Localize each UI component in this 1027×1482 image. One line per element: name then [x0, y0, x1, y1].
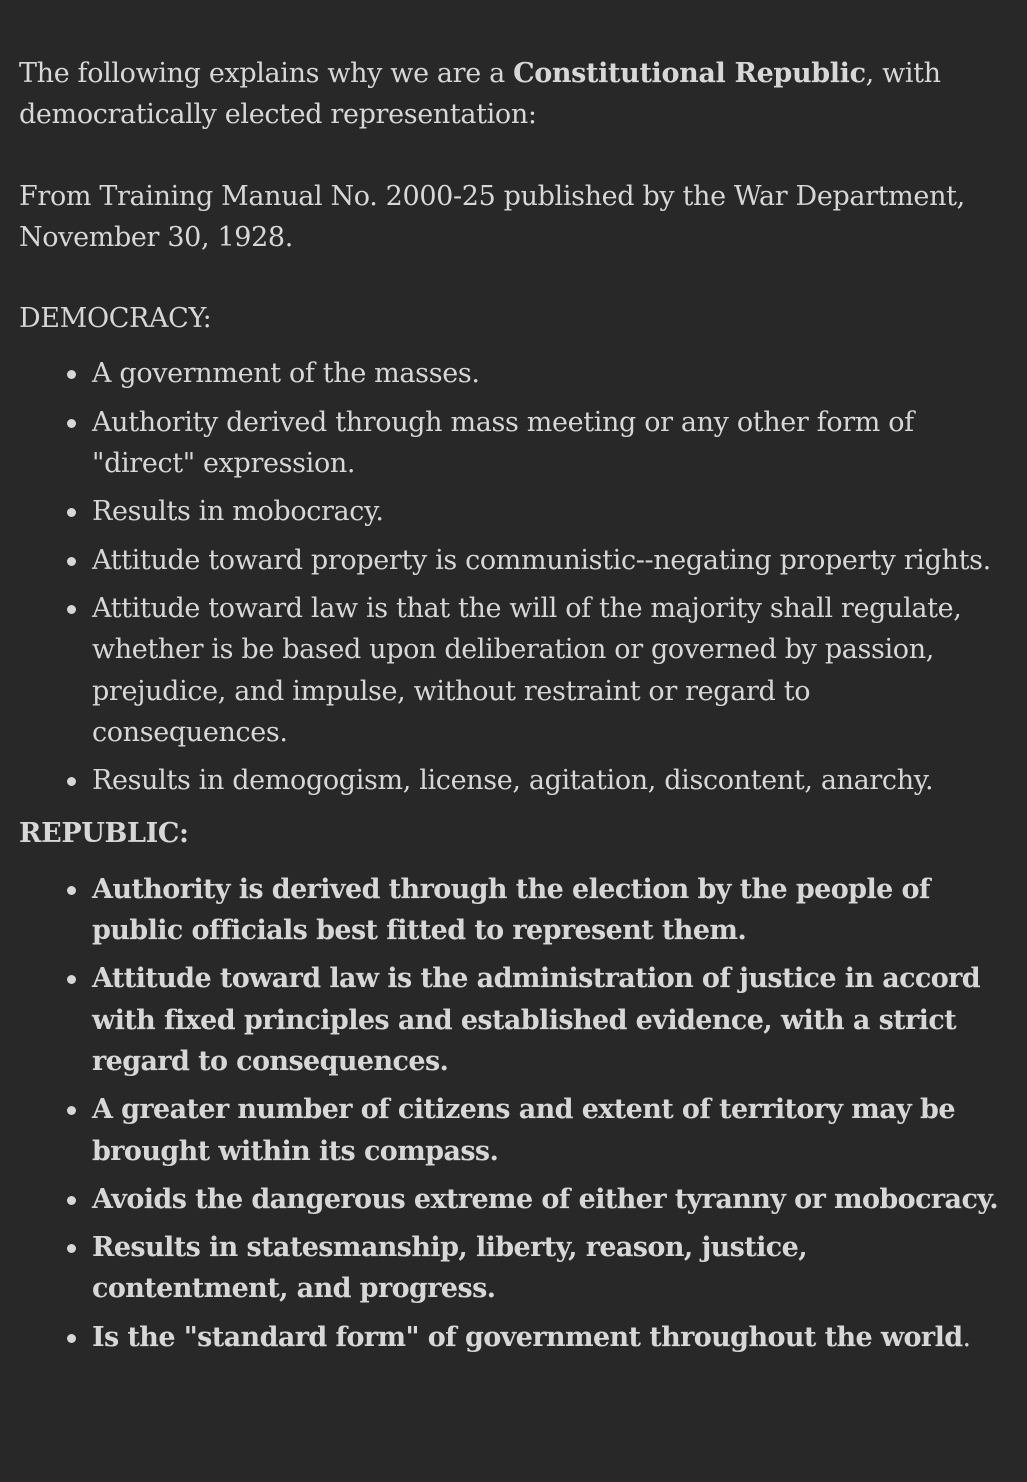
democracy-item	[92, 588, 1008, 753]
bullet-icon	[67, 419, 76, 428]
republic-item	[92, 1227, 1008, 1310]
intro-prefix: The following explains why we are a	[19, 58, 514, 89]
bullet-icon	[67, 1106, 76, 1115]
republic-item	[92, 1317, 1008, 1358]
republic-item-trailing: .	[962, 1321, 971, 1353]
republic-list	[19, 869, 1008, 1358]
intro-suffix: , with democratically elected representation:	[19, 58, 941, 131]
democracy-item-text: Attitude toward property is communistic--negating property rights.	[92, 544, 991, 576]
bullet-icon	[67, 1244, 76, 1253]
intro-emphasis: Constitutional Republic	[513, 58, 866, 89]
democracy-item-text: Results in mobocracy.	[92, 496, 384, 528]
republic-item-text: Avoids the dangerous extreme of either tyranny or mobocracy.	[92, 1183, 999, 1215]
democracy-item	[92, 760, 1008, 801]
republic-item-text: Results in statesmanship, liberty, reason, justice, contentment, and progress.	[92, 1232, 807, 1305]
bullet-icon	[67, 886, 76, 895]
democracy-item-text: A government of the masses.	[92, 358, 480, 390]
republic-item-text: Attitude toward law is the administration of justice in accord with fixed principles and established evidence, with a strict regard to consequences.	[92, 963, 981, 1077]
democracy-item-text: Results in demogogism, license, agitation, discontent, anarchy.	[92, 765, 934, 797]
bullet-icon	[67, 605, 76, 614]
democracy-item	[92, 402, 1008, 485]
bullet-icon	[67, 557, 76, 566]
intro-paragraph	[19, 53, 1008, 136]
democracy-item	[92, 491, 1008, 532]
democracy-item	[92, 540, 1008, 581]
source-paragraph: From Training Manual No. 2000-25 published by the War Department, November 30, 1928.	[19, 180, 965, 253]
bullet-icon	[67, 777, 76, 786]
republic-item	[92, 958, 1008, 1082]
bullet-icon	[67, 1196, 76, 1205]
republic-item	[92, 869, 1008, 952]
republic-item-text: Is the "standard form" of government throughout the world	[92, 1321, 963, 1353]
democracy-heading: DEMOCRACY:	[19, 303, 212, 335]
republic-item	[92, 1179, 1008, 1220]
republic-item-text: A greater number of citizens and extent of territory may be brought within its compass.	[92, 1094, 955, 1167]
republic-item	[92, 1089, 1008, 1172]
bullet-icon	[67, 508, 76, 517]
democracy-list	[19, 353, 1008, 801]
democracy-item-text: Authority derived through mass meeting or any other form of "direct" expression.	[92, 406, 914, 480]
bullet-icon	[67, 370, 76, 379]
republic-heading: REPUBLIC:	[19, 818, 189, 850]
republic-item-text: Authority is derived through the election by the people of public officials best fitted to represent them.	[92, 873, 930, 947]
democracy-item	[92, 353, 1008, 394]
democracy-item-text: Attitude toward law is that the will of the majority shall regulate, whether is be based upon deliberation or governed by passion, prejudice, and impulse, without restraint or regard to consequences.	[92, 592, 962, 748]
bullet-icon	[67, 975, 76, 984]
bullet-icon	[67, 1334, 76, 1343]
